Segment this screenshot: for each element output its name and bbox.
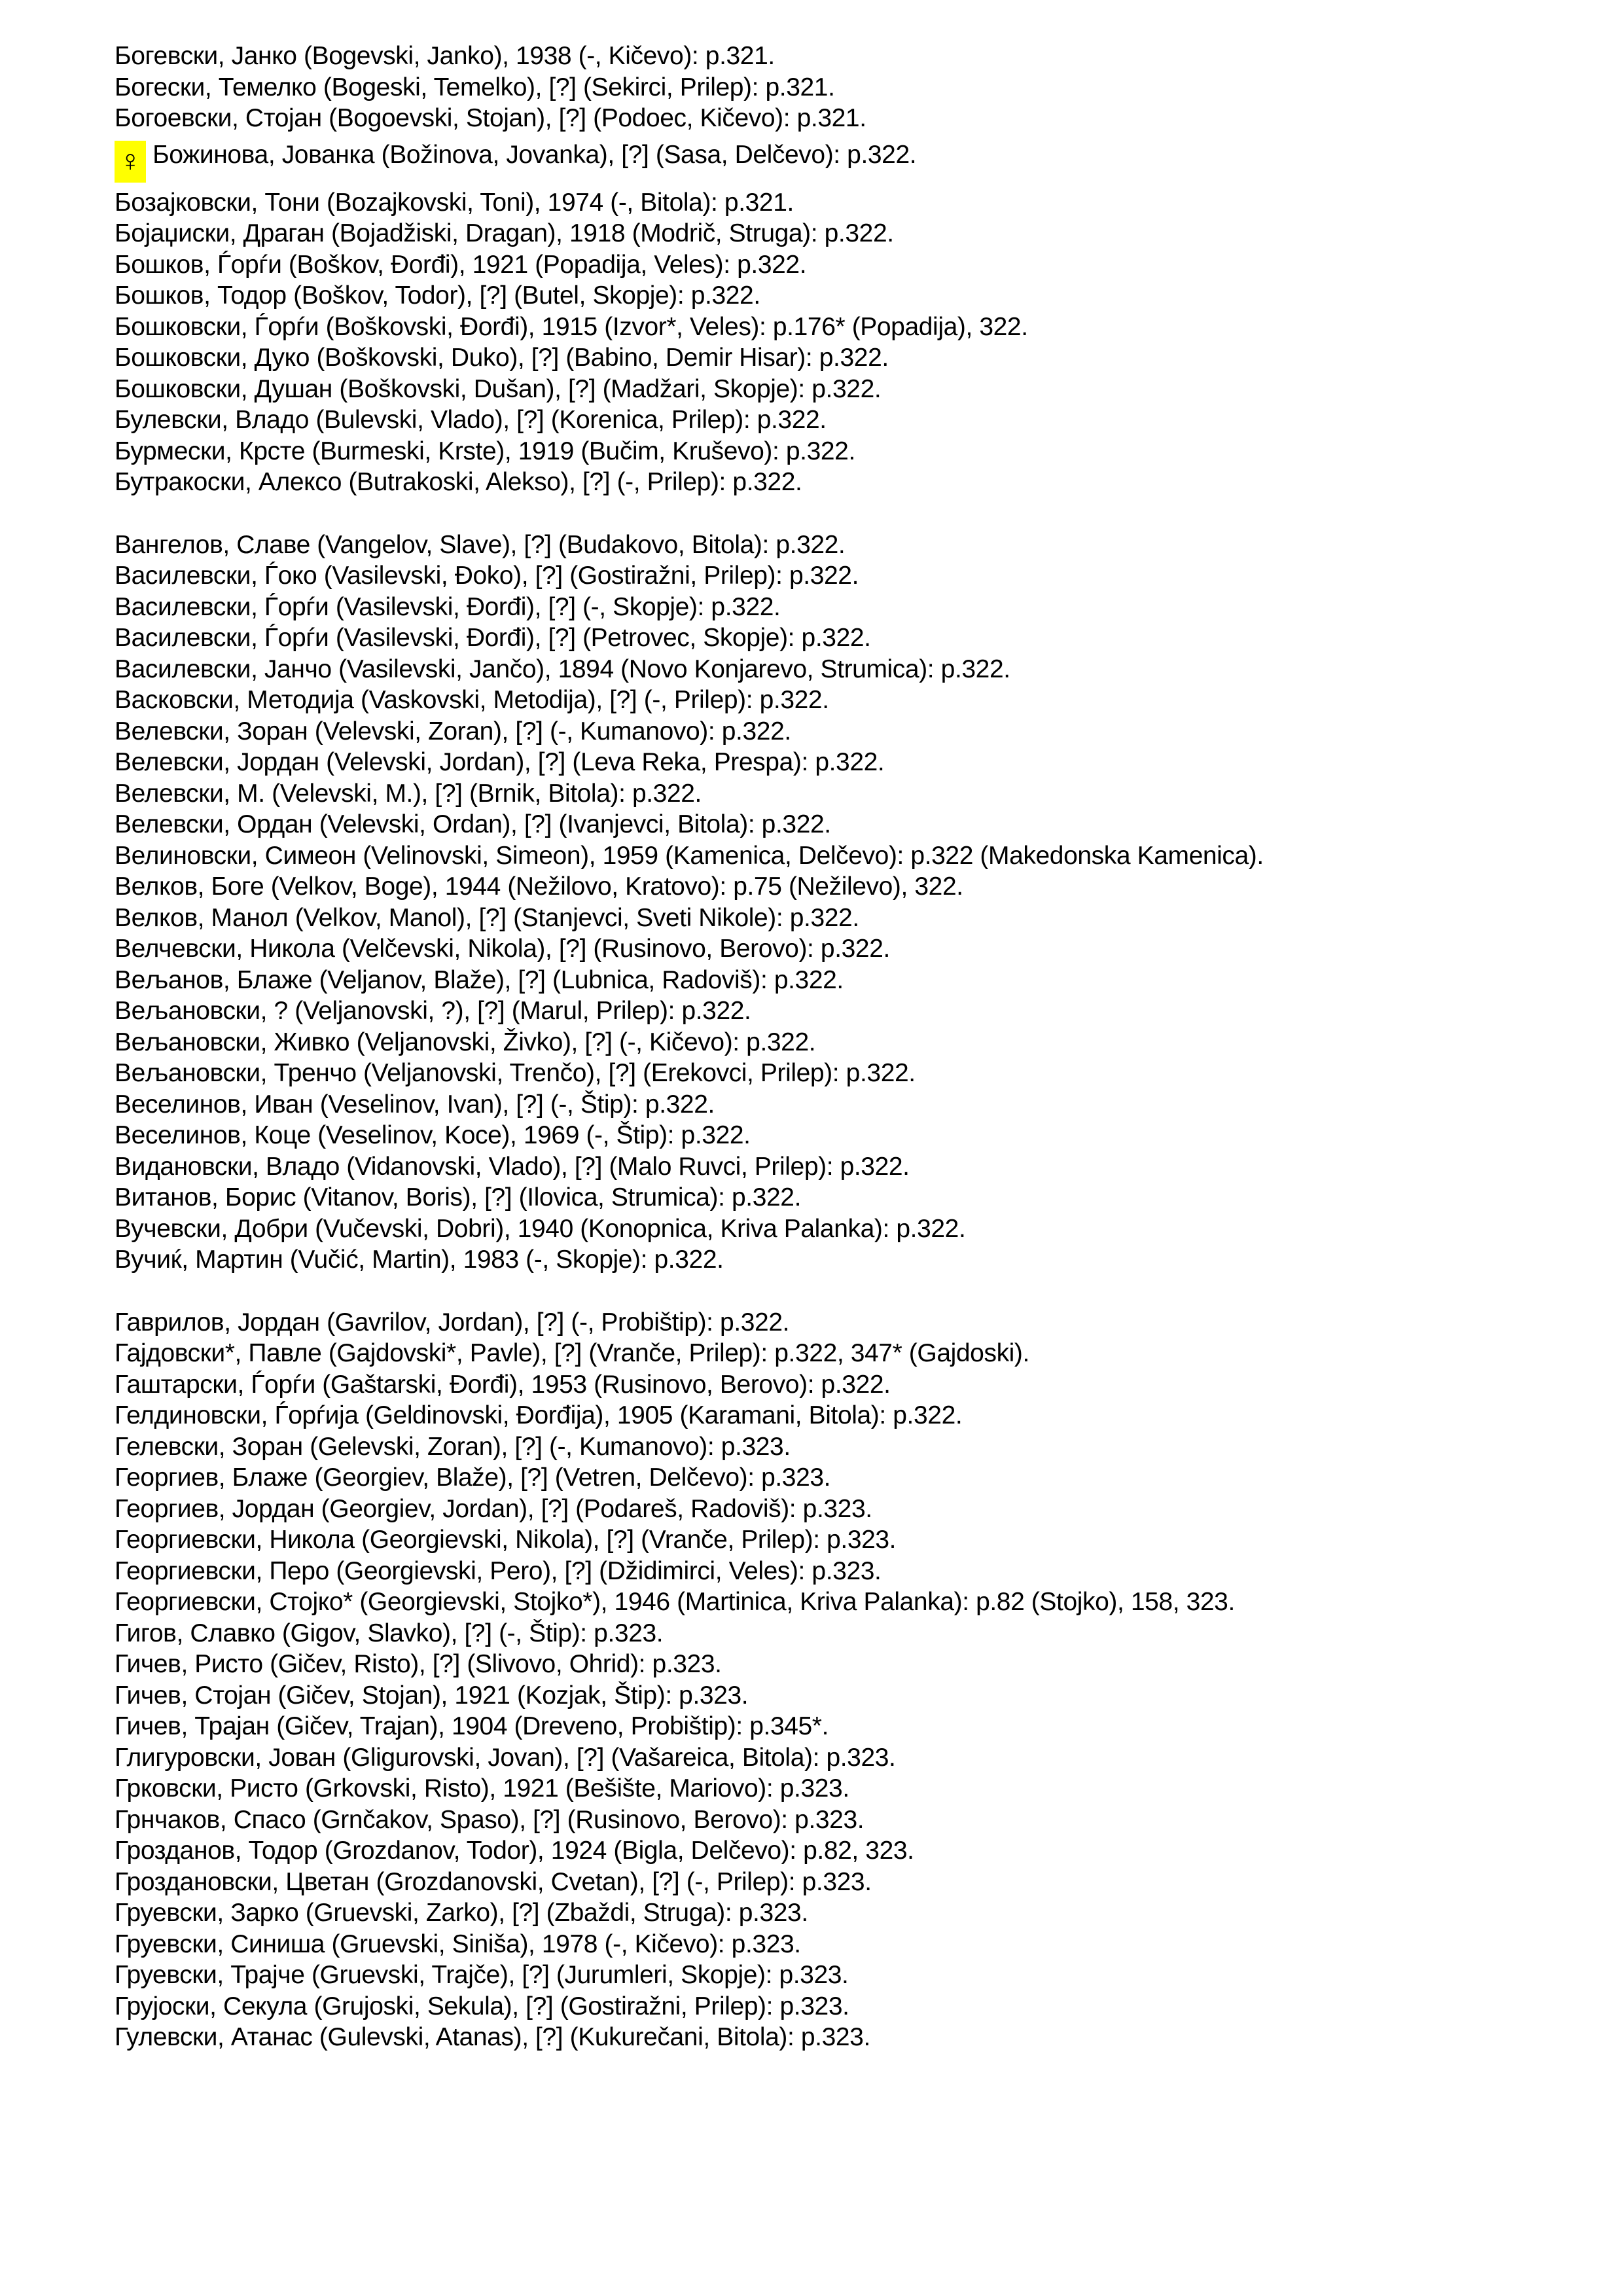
index-entry <box>115 1618 1544 1649</box>
index-entry <box>115 249 1544 281</box>
index-entry <box>115 342 1544 374</box>
entry-text: Георгиев, Блаже (Georgiev, Blaže), [?] (Vetren, Delčevo): p.323. <box>115 1463 831 1492</box>
entry-text: Грковски, Ристо (Grkovski, Risto), 1921 (Bešište, Mariovo): p.323. <box>115 1774 849 1803</box>
entry-text: Гаврилов, Јордан (Gavrilov, Jordan), [?] (-, Probištip): p.322. <box>115 1308 790 1336</box>
entry-text: Вељановски, Тренчо (Veljanovski, Trenčo), [?] (Erekovci, Prilep): p.322. <box>115 1059 916 1087</box>
index-entry <box>115 187 1544 219</box>
surname-group <box>115 1307 1544 2053</box>
entry-text: Велевски, М. (Velevski, M.), [?] (Brnik, Bitola): p.322. <box>115 779 702 808</box>
index-entry <box>115 2022 1544 2053</box>
entry-text: Вељанов, Блаже (Veljanov, Blaže), [?] (Lubnica, Radoviš): p.322. <box>115 965 844 994</box>
entry-text: Василевски, Ѓорѓи (Vasilevski, Đorđi), [?] (-, Skopje): p.322. <box>115 592 781 621</box>
index-entry <box>115 903 1544 934</box>
entry-text: Вељановски, Живко (Veljanovski, Živko), [?] (-, Kičevo): p.322. <box>115 1028 816 1056</box>
index-entry <box>115 840 1544 872</box>
index-entry <box>115 1680 1544 1712</box>
index-entry <box>115 404 1544 436</box>
entry-text: Велевски, Ордан (Velevski, Ordan), [?] (Ivanjevci, Bitola): p.322. <box>115 810 831 838</box>
entry-text: Гичев, Стојан (Gičev, Stojan), 1921 (Kozjak, Štip): p.323. <box>115 1681 749 1710</box>
index-entry <box>115 436 1544 467</box>
entry-text: Гичев, Трајан (Gičev, Trajan), 1904 (Dreveno, Probištip): p.345*. <box>115 1712 829 1740</box>
entry-text: Гелдиновски, Ѓорѓија (Geldinovski, Đorđija), 1905 (Karamani, Bitola): p.322. <box>115 1401 963 1429</box>
index-entry <box>115 1960 1544 1991</box>
entry-text: Веселинов, Иван (Veselinov, Ivan), [?] (-, Štip): p.322. <box>115 1090 715 1119</box>
index-entry <box>115 1151 1544 1183</box>
surname-group <box>115 529 1544 1276</box>
index-entry <box>115 592 1544 623</box>
index-entry <box>115 1556 1544 1587</box>
index-entry <box>115 312 1544 343</box>
index-entry <box>115 1058 1544 1089</box>
entry-text: Бошковски, Дуко (Boškovski, Duko), [?] (Babino, Demir Hisar): p.322. <box>115 344 889 372</box>
surname-group <box>115 41 1544 498</box>
entry-text: Груевски, Зарко (Gruevski, Zarko), [?] (Zbaždi, Struga): p.323. <box>115 1899 808 1927</box>
index-entry <box>115 778 1544 810</box>
entry-text: Гигов, Славко (Gigov, Slavko), [?] (-, Štip): p.323. <box>115 1619 664 1647</box>
entry-text: Бошковски, Душан (Boškovski, Dušan), [?] (Madžari, Skopje): p.322. <box>115 374 882 403</box>
entry-text: Бозајковски, Тони (Bozajkovski, Toni), 1974 (-, Bitola): p.321. <box>115 188 794 217</box>
index-entry <box>115 1773 1544 1804</box>
entry-text: Видановски, Владо (Vidanovski, Vlado), [?] (Malo Ruvci, Prilep): p.322. <box>115 1152 910 1181</box>
entry-text: Бошковски, Ѓорѓи (Boškovski, Đorđi), 1915 (Izvor*, Veles): p.176* (Popadija), 322. <box>115 312 1028 341</box>
index-entry <box>115 1867 1544 1898</box>
entry-text: Георгиевски, Перо (Georgievski, Pero), [?] (Džidimirci, Veles): p.323. <box>115 1556 882 1585</box>
entry-text: Василевски, Јанчо (Vasilevski, Jančo), 1894 (Novo Konjarevo, Strumica): p.322. <box>115 655 1010 683</box>
index-entry <box>115 1991 1544 2022</box>
index-entry <box>115 716 1544 747</box>
index-groups <box>115 41 1544 2053</box>
index-entry <box>115 1338 1544 1369</box>
index-entry <box>115 529 1544 561</box>
entry-text: Богевски, Јанко (Bogevski, Janko), 1938 (-, Kičevo): p.321. <box>115 42 775 70</box>
index-entry <box>115 1587 1544 1618</box>
index-entry <box>115 1897 1544 1929</box>
index-entry <box>115 933 1544 965</box>
entry-text: Груевски, Синиша (Gruevski, Siniša), 1978 (-, Kičevo): p.323. <box>115 1929 801 1958</box>
index-entry <box>115 996 1544 1027</box>
entry-text: Бутракоски, Алексо (Butrakoski, Alekso), [?] (-, Prilep): p.322. <box>115 468 802 496</box>
index-entry <box>115 1244 1544 1276</box>
index-entry <box>115 809 1544 840</box>
entry-text: Вангелов, Славе (Vangelov, Slave), [?] (Budakovo, Bitola): p.322. <box>115 530 846 559</box>
entry-text: Васковски, Методија (Vaskovski, Metodija), [?] (-, Prilep): p.322. <box>115 686 829 714</box>
index-entry <box>115 622 1544 654</box>
index-entry <box>115 72 1544 103</box>
entry-text: Велевски, Јордан (Velevski, Jordan), [?] (Leva Reka, Prespa): p.322. <box>115 748 885 776</box>
entry-text: Гајдовски*, Павле (Gajdovski*, Pavle), [?] (Vranče, Prilep): p.322, 347* (Gajdoski). <box>115 1339 1029 1367</box>
index-entry <box>115 134 1544 187</box>
index-entry <box>115 1524 1544 1556</box>
entry-text: Бошков, Тодор (Boškov, Todor), [?] (Butel, Skopje): p.322. <box>115 281 760 310</box>
entry-text: Георгиев, Јордан (Georgiev, Jordan), [?] (Podareš, Radoviš): p.323. <box>115 1494 872 1523</box>
entry-text: Бошков, Ѓорѓи (Boškov, Đorđi), 1921 (Popadija, Veles): p.322. <box>115 250 807 279</box>
entry-text: Богески, Темелко (Bogeski, Temelko), [?] (Sekirci, Prilep): p.321. <box>115 73 835 101</box>
index-entry <box>115 685 1544 716</box>
entry-text: Велевски, Зоран (Velevski, Zoran), [?] (-, Kumanovo): p.322. <box>115 717 791 745</box>
entry-text: Веселинов, Коце (Veselinov, Koce), 1969 (-, Štip): p.322. <box>115 1121 751 1149</box>
entry-text: Василевски, Ѓоко (Vasilevski, Đoko), [?] (Gostiražni, Prilep): p.322. <box>115 562 859 590</box>
entry-text: Булевски, Владо (Bulevski, Vlado), [?] (Korenica, Prilep): p.322. <box>115 406 827 434</box>
index-entry <box>115 41 1544 72</box>
index-entry <box>115 1494 1544 1525</box>
entry-text: Георгиевски, Никола (Georgievski, Nikola), [?] (Vranče, Prilep): p.323. <box>115 1526 897 1554</box>
index-entry <box>115 1400 1544 1431</box>
entry-text: Велчевски, Никола (Velčevski, Nikola), [?] (Rusinovo, Berovo): p.322. <box>115 935 890 963</box>
entry-text: Вучевски, Добри (Vučevski, Dobri), 1940 (Konopnica, Kriva Palanka): p.322. <box>115 1214 966 1243</box>
entry-text: Гулевски, Атанас (Gulevski, Atanas), [?] (Kukurečani, Bitola): p.323. <box>115 2023 870 2051</box>
index-entry <box>115 1307 1544 1338</box>
entry-text: Вељановски, ? (Veljanovski, ?), [?] (Marul, Prilep): p.322. <box>115 997 751 1025</box>
index-entry <box>115 1182 1544 1213</box>
index-entry <box>115 1213 1544 1245</box>
index-entry <box>115 1089 1544 1121</box>
index-entry <box>115 747 1544 778</box>
index-entry <box>115 1369 1544 1401</box>
entry-text: Георгиевски, Стојко* (Georgievski, Stojko*), 1946 (Martinica, Kriva Palanka): p.82 (Stojko), 158, 323. <box>115 1588 1235 1616</box>
entry-text: Вучиќ, Мартин (Vučić, Martin), 1983 (-, Skopje): p.322. <box>115 1246 724 1274</box>
index-entry <box>115 103 1544 134</box>
index-entry <box>115 1431 1544 1463</box>
female-sign-icon: ♀ <box>115 141 146 183</box>
index-entry <box>115 1742 1544 1774</box>
entry-text: Божинова, Јованка (Božinova, Jovanka), [?] (Sasa, Delčevo): p.322. <box>152 140 917 169</box>
index-entry <box>115 280 1544 312</box>
entry-text: Велиновски, Симеон (Velinovski, Simeon), 1959 (Kamenica, Delčevo): p.322 (Makedonska Kamenica). <box>115 841 1264 870</box>
entry-text: Бурмески, Крсте (Burmeski, Krste), 1919 (Bučim, Kruševo): p.322. <box>115 437 855 465</box>
index-entry <box>115 965 1544 996</box>
index-entry <box>115 467 1544 498</box>
index-entry <box>115 1462 1544 1494</box>
entry-text: Грнчаков, Спасо (Grnčakov, Spaso), [?] (Rusinovo, Berovo): p.323. <box>115 1805 865 1834</box>
entry-text: Бојаџиски, Драган (Bojadžiski, Dragan), 1918 (Modrič, Struga): p.322. <box>115 219 894 247</box>
index-entry <box>115 1027 1544 1058</box>
entry-text: Витанов, Борис (Vitanov, Boris), [?] (Ilovica, Strumica): p.322. <box>115 1183 802 1211</box>
entry-text: Гелевски, Зоран (Gelevski, Zoran), [?] (-, Kumanovo): p.323. <box>115 1432 791 1461</box>
entry-text: Велков, Боге (Velkov, Boge), 1944 (Nežilovo, Kratovo): p.75 (Nežilevo), 322. <box>115 872 963 901</box>
index-entry <box>115 1649 1544 1680</box>
entry-text: Груевски, Трајче (Gruevski, Trajče), [?] (Jurumleri, Skopje): p.323. <box>115 1961 849 1989</box>
index-entry <box>115 218 1544 249</box>
index-entry <box>115 1835 1544 1867</box>
index-entry <box>115 560 1544 592</box>
index-entry <box>115 1929 1544 1960</box>
entry-text: Глигуровски, Јован (Gligurovski, Jovan), [?] (Vašareica, Bitola): p.323. <box>115 1743 896 1772</box>
index-entry <box>115 1120 1544 1151</box>
index-entry <box>115 1711 1544 1742</box>
entry-text: Грозданов, Тодор (Grozdanov, Todor), 1924 (Bigla, Delčevo): p.82, 323. <box>115 1837 914 1865</box>
entry-text: Василевски, Ѓорѓи (Vasilevski, Đorđi), [?] (Petrovec, Skopje): p.322. <box>115 624 871 652</box>
index-entry <box>115 1804 1544 1836</box>
entry-text: Гроздановски, Цветан (Grozdanovski, Cvetan), [?] (-, Prilep): p.323. <box>115 1867 872 1896</box>
entry-text: Грујоски, Секула (Grujoski, Sekula), [?] (Gostiražni, Prilep): p.323. <box>115 1992 849 2020</box>
index-entry <box>115 374 1544 405</box>
index-entry <box>115 871 1544 903</box>
entry-text: Богоевски, Стојан (Bogoevski, Stojan), [?] (Podoec, Kičevo): p.321. <box>115 104 866 132</box>
entry-text: Гаштарски, Ѓорѓи (Gaštarski, Đorđi), 1953 (Rusinovo, Berovo): p.322. <box>115 1370 891 1399</box>
index-entry <box>115 654 1544 685</box>
entry-text: Гичев, Ристо (Gičev, Risto), [?] (Slivovo, Ohrid): p.323. <box>115 1650 722 1678</box>
entry-text: Велков, Манол (Velkov, Manol), [?] (Stanjevci, Sveti Nikole): p.322. <box>115 903 859 932</box>
